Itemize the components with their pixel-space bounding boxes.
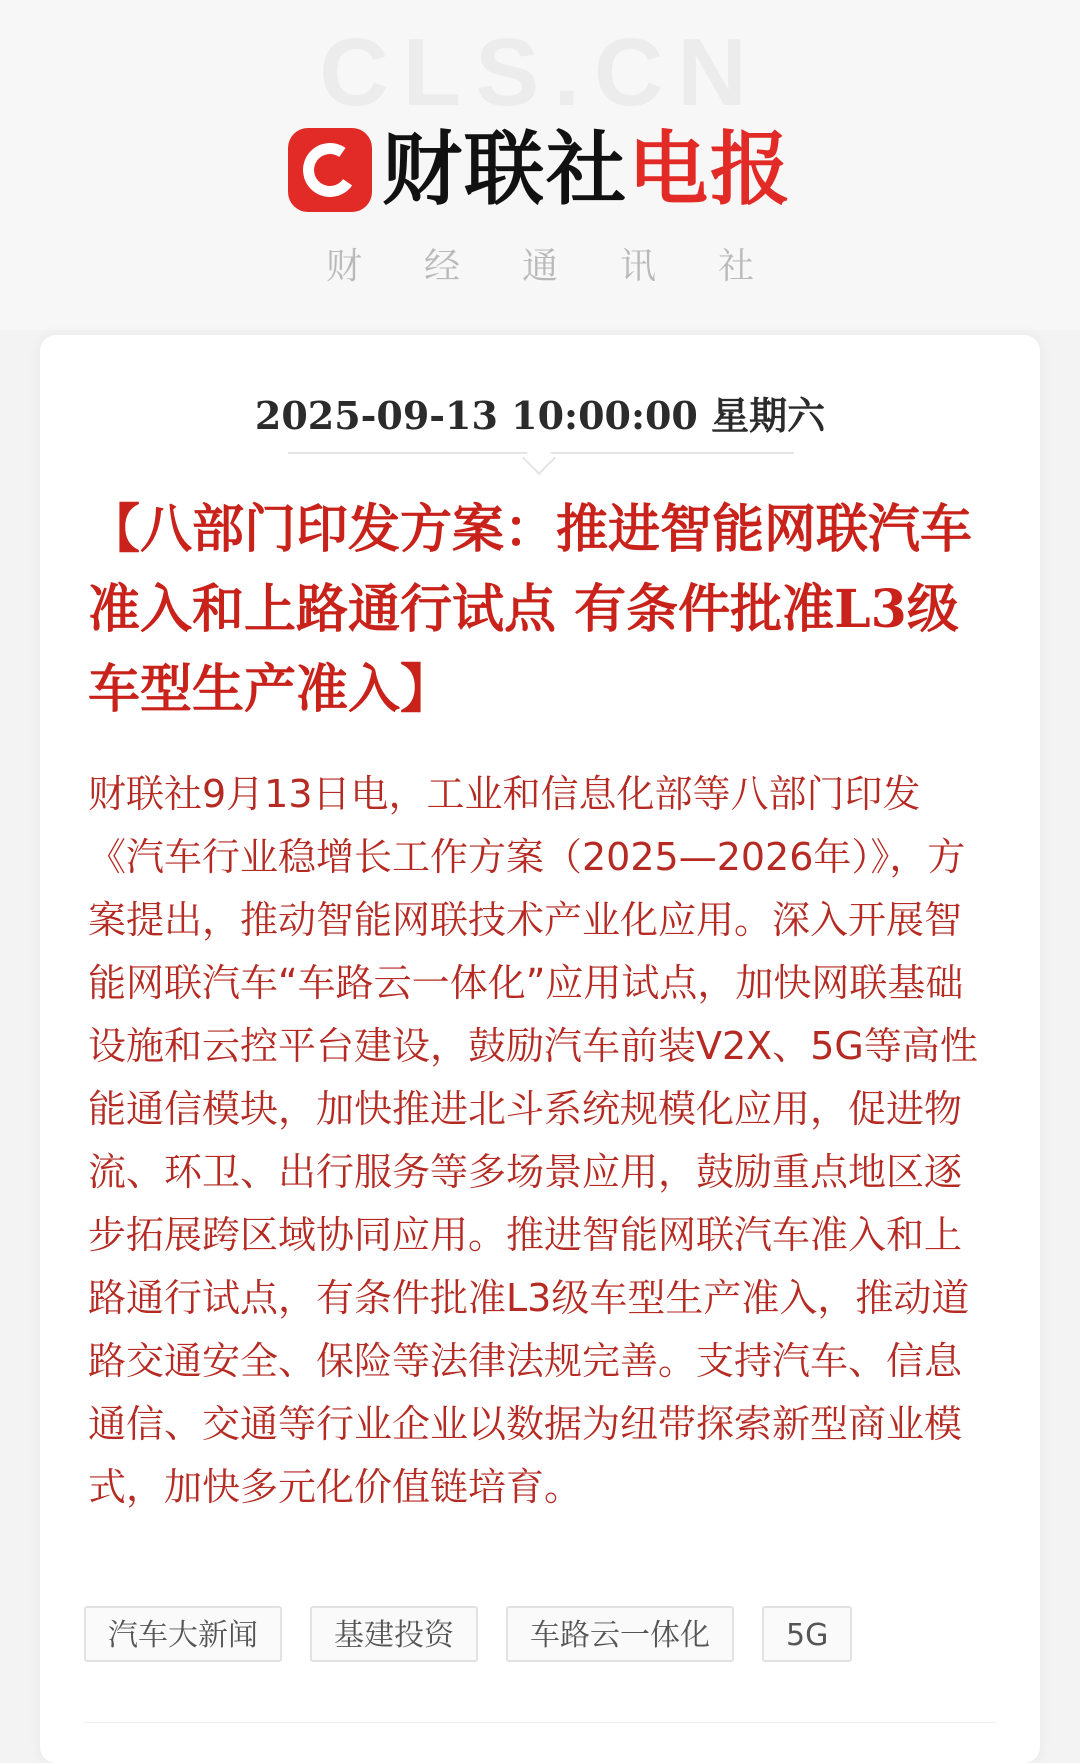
tag-car-news[interactable]: 汽车大新闻 xyxy=(84,1606,282,1662)
watermark-text: CLS.CN xyxy=(319,19,761,126)
header xyxy=(0,0,1080,330)
bottom-divider xyxy=(84,1722,996,1723)
cls-logo-icon xyxy=(288,128,372,212)
tagline: 财经通讯社 xyxy=(325,246,816,287)
tag-infrastructure[interactable]: 基建投资 xyxy=(310,1606,478,1662)
publish-datetime: 2025-09-13 10:00:00 星期六 xyxy=(254,393,826,438)
tag-5g[interactable]: 5G xyxy=(762,1606,852,1662)
tag-vehicle-road-cloud[interactable]: 车路云一体化 xyxy=(506,1606,734,1662)
article-body: 财联社9月13日电，工业和信息化部等八部门印发《汽车行业稳增长工作方案（2025—2026年）》，方案提出，推动智能网联技术产业化应用。深入开展智能网联汽车“车路云一体化”应用试点，加快网联基础设施和云控平台建设，鼓励汽车前装V2X、5G等高性能通信模块，加快推进北斗系统规模化应用，促进物流、环卫、出行服务等多场景应用，鼓励重点地区逐步拓展跨区域协同应用。推进智能网联汽车准入和上路通行试点，有条件批准L3级车型生产准入，推动道路交通安全、保险等法律法规完善。支持汽车、信息通信、交通等行业企业以数据为纽带探索新型商业模式，加快多元化价值链培育。 xyxy=(88,772,978,1509)
brand-name: 财联社 xyxy=(382,123,628,216)
brand-logo xyxy=(0,123,1080,216)
article-title: 【八部门印发方案：推进智能网联汽车准入和上路通行试点 有条件批准L3级车型生产准入】 xyxy=(88,499,973,720)
brand-accent: 电报 xyxy=(628,123,792,216)
tag-list xyxy=(84,1606,880,1662)
